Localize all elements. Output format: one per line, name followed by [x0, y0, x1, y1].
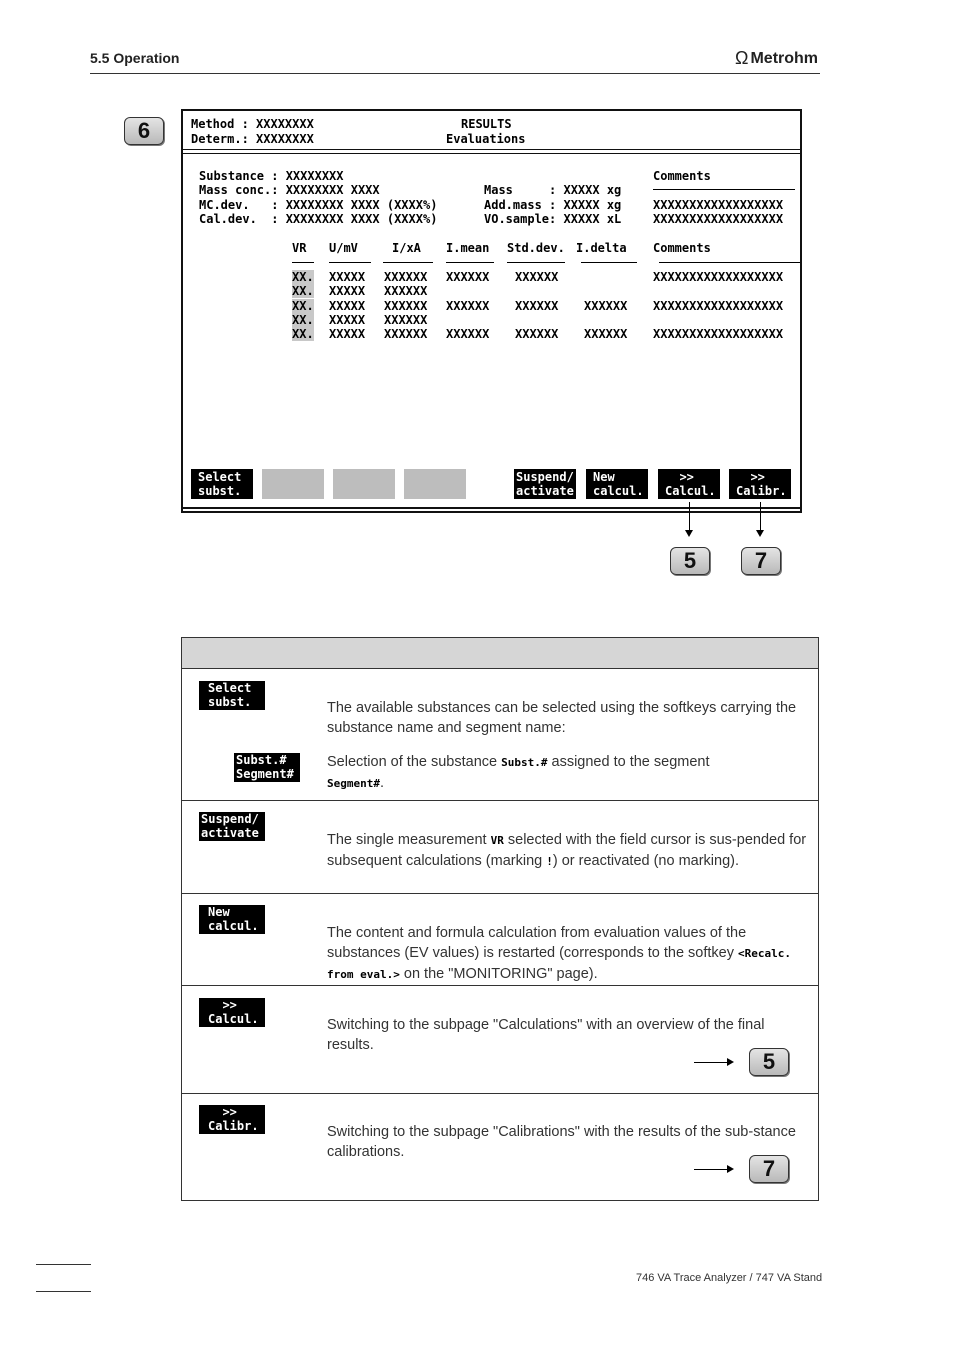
- down-arrow-icon: [760, 502, 761, 535]
- massconc-line: Mass conc.: XXXXXXXX XXXX: [199, 183, 380, 197]
- calcul-key: >> Calcul.: [199, 998, 265, 1027]
- select-subst-desc: The available substances can be selected using the softkeys carrying the substance name and segment name:: [327, 700, 797, 736]
- screen-ref-badge: 6: [124, 117, 164, 145]
- u-cell: XXXXX: [329, 327, 366, 341]
- page-title: RESULTS: [461, 117, 512, 131]
- calibr-ref-badge: 7: [741, 547, 781, 575]
- comment-cell: XXXXXXXXXXXXXXXXXX: [653, 299, 784, 313]
- right-arrow-icon: [694, 1062, 732, 1063]
- header-divider: [183, 149, 800, 154]
- vr-cell[interactable]: XX.: [292, 327, 314, 341]
- calibr-key: >> Calibr.: [199, 1105, 265, 1134]
- right-arrow-icon: [694, 1169, 732, 1170]
- u-cell: XXXXX: [329, 270, 366, 284]
- i-cell: XXXXXX: [384, 284, 428, 298]
- screen-bottom-rule: [183, 507, 800, 509]
- row-divider: [182, 1093, 818, 1094]
- vr-cell[interactable]: XX.: [292, 313, 314, 327]
- stddev-cell: XXXXXX: [515, 327, 559, 341]
- page-subtitle: Evaluations: [446, 132, 526, 146]
- calibr-desc: Switching to the subpage "Calibrations" with the results of the sub-stance calibrations.: [327, 1124, 796, 1160]
- comments-underline: [653, 189, 795, 190]
- idelta-cell: XXXXXX: [584, 299, 628, 313]
- footer-rule: [36, 1264, 91, 1292]
- subst-segment-desc: Selection of the substance Subst.# assigned to the segment Segment#.: [327, 754, 710, 791]
- imean-cell: XXXXXX: [446, 270, 490, 284]
- calibr-softkey[interactable]: >> Calibr.: [729, 469, 791, 499]
- i-cell: XXXXXX: [384, 299, 428, 313]
- new-calcul-desc: The content and formula calculation from evaluation values of the substances (EV values) is restarted (corresponds to the softkey <Recalc. from eval.> on the "MONITORING" page).: [327, 925, 792, 982]
- softkey-table: [181, 637, 819, 1201]
- calcul-softkey[interactable]: >> Calcul.: [658, 469, 720, 499]
- new-calcul-softkey[interactable]: New calcul.: [586, 469, 648, 499]
- metrohm-logo: [735, 48, 818, 69]
- table-header: [182, 638, 818, 669]
- new-calcul-key: New calcul.: [199, 905, 265, 934]
- col-header-imean: I.mean: [446, 241, 490, 255]
- row-divider: [182, 893, 818, 894]
- select-subst-key: Select subst.: [199, 681, 265, 710]
- vr-cell[interactable]: XX.: [292, 270, 314, 284]
- calibr-ref-badge: 7: [749, 1155, 789, 1183]
- footer-text: 746 VA Trace Analyzer / 747 VA Stand: [636, 1272, 823, 1284]
- i-cell: XXXXXX: [384, 313, 428, 327]
- col-underline: [507, 262, 565, 263]
- row-divider: [182, 985, 818, 986]
- determ-line: Determ.: XXXXXXXX: [191, 132, 314, 146]
- col-underline: [329, 262, 371, 263]
- calcul-desc: Switching to the subpage "Calculations" with an overview of the final results.: [327, 1017, 765, 1053]
- col-header-u: U/mV: [329, 241, 358, 255]
- u-cell: XXXXX: [329, 284, 366, 298]
- select-subst-softkey[interactable]: Select subst.: [191, 469, 253, 499]
- addmass-line: Add.mass : XXXXX xg: [484, 198, 622, 212]
- comments-label: Comments: [653, 169, 711, 183]
- calcul-ref-badge: 5: [749, 1048, 789, 1076]
- idelta-cell: XXXXXX: [584, 327, 628, 341]
- vosample-line: VO.sample: XXXXX xL: [484, 212, 622, 226]
- mass-line: Mass : XXXXX xg: [484, 183, 622, 197]
- i-cell: XXXXXX: [384, 327, 428, 341]
- imean-cell: XXXXXX: [446, 327, 490, 341]
- col-header-stddev: Std.dev.: [507, 241, 565, 255]
- vr-cell[interactable]: XX.: [292, 284, 314, 298]
- results-screen: [181, 109, 802, 513]
- stddev-cell: XXXXXX: [515, 299, 559, 313]
- omega-icon: Ω: [735, 48, 749, 68]
- i-cell: XXXXXX: [384, 270, 428, 284]
- calcul-ref-badge: 5: [670, 547, 710, 575]
- empty-softkey: [262, 469, 324, 499]
- suspend-activate-key: Suspend/ activate: [199, 812, 265, 841]
- vr-cell[interactable]: XX.: [292, 299, 314, 313]
- substance-line: Substance : XXXXXXXX: [199, 169, 344, 183]
- mcdev-line: MC.dev. : XXXXXXXX XXXX (XXXX%): [199, 198, 438, 212]
- stddev-cell: XXXXXX: [515, 270, 559, 284]
- comment-cell: XXXXXXXXXXXXXXXXXX: [653, 270, 784, 284]
- u-cell: XXXXX: [329, 313, 366, 327]
- subst-segment-key: Subst.# Segment#: [234, 753, 300, 782]
- row-divider: [182, 800, 818, 801]
- col-header-idelta: I.delta: [576, 241, 627, 255]
- u-cell: XXXXX: [329, 299, 366, 313]
- logo-text: Metrohm: [750, 49, 819, 67]
- col-underline: [292, 262, 314, 263]
- col-header-vr: VR: [292, 241, 307, 255]
- comment-field[interactable]: XXXXXXXXXXXXXXXXXX: [653, 198, 784, 212]
- col-underline: [581, 262, 637, 263]
- col-underline: [383, 262, 433, 263]
- method-line: Method : XXXXXXXX: [191, 117, 314, 131]
- empty-softkey: [333, 469, 395, 499]
- caldev-line: Cal.dev. : XXXXXXXX XXXX (XXXX%): [199, 212, 438, 226]
- comment-field[interactable]: XXXXXXXXXXXXXXXXXX: [653, 212, 784, 226]
- col-header-i: I/xA: [392, 241, 421, 255]
- suspend-activate-softkey[interactable]: Suspend/ activate: [514, 469, 576, 499]
- header-rule: [90, 73, 820, 74]
- empty-softkey: [404, 469, 466, 499]
- imean-cell: XXXXXX: [446, 299, 490, 313]
- col-underline: [446, 262, 494, 263]
- down-arrow-icon: [689, 502, 690, 535]
- col-header-comments: Comments: [653, 241, 711, 255]
- comment-cell: XXXXXXXXXXXXXXXXXX: [653, 327, 784, 341]
- col-underline: [659, 262, 800, 263]
- suspend-activate-desc: The single measurement VR selected with the field cursor is sus-pended for subsequent calculations (marking !) or reactivated (no marking).: [327, 832, 807, 869]
- section-title: 5.5 Operation: [90, 50, 180, 66]
